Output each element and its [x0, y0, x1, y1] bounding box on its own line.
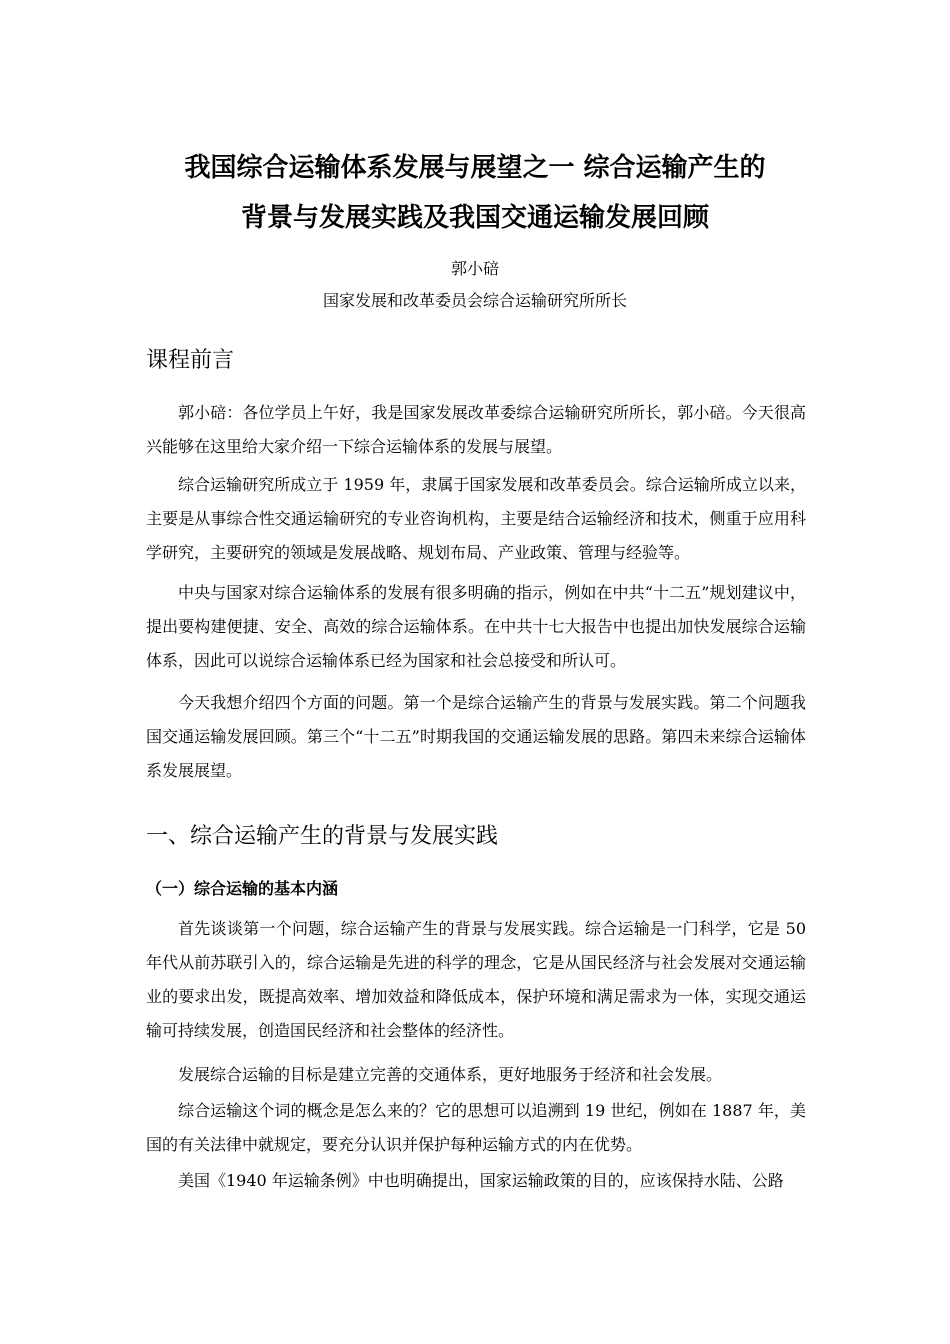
preface-paragraph-2: 综合运输研究所成立于 1959 年，隶属于国家发展和改革委员会。综合运输所成立以来，主要是从事综合性交通运输研究的专业咨询机构，主要是结合运输经济和技术，侧重于应用科学研究，主要研究的领域是发展战略、规划布局、产业政策、管理与经验等。 — [146, 475, 806, 562]
author-affiliation: 国家发展和改革委员会综合运输研究所所长 — [322, 291, 627, 310]
section-1-paragraph-4: 美国《1940 年运输条例》中也明确提出，国家运输政策的目的，应该保持水陆、公路 — [178, 1171, 784, 1190]
preface-heading: 课程前言 — [146, 348, 235, 373]
section-1-paragraph-1: 首先谈谈第一个问题，综合运输产生的背景与发展实践。综合运输是一门科学，它是 50 年代从前苏联引入的，综合运输是先进的科学的理念，它是从国民经济与社会发展对交通运输业的要求出发，既提高效率、增加效益和降低成本，保护环境和满足需求为一体，实现交通运输可持续发展，创造国民经济和社会整体的经济性。 — [146, 919, 806, 1040]
document-title-line-1: 我国综合运输体系发展与展望之一 综合运输产生的 — [184, 153, 766, 183]
document-title-line-2: 背景与发展实践及我国交通运输发展回顾 — [240, 203, 709, 233]
section-1-paragraph-2: 发展综合运输的目标是建立完善的交通体系，更好地服务于经济和社会发展。 — [178, 1065, 723, 1084]
section-1-subheading: （一）综合运输的基本内涵 — [146, 879, 339, 898]
preface-paragraph-3: 中央与国家对综合运输体系的发展有很多明确的指示，例如在中共“十二五”规划建议中，提出要构建便捷、安全、高效的综合运输体系。在中共十七大报告中也提出加快发展综合运输体系，因此可以说综合运输体系已经为国家和社会总接受和所认可。 — [146, 583, 806, 670]
section-1-heading: 一、综合运输产生的背景与发展实践 — [146, 824, 499, 849]
preface-paragraph-1: 郭小碚：各位学员上午好，我是国家发展改革委综合运输研究所所长，郭小碚。今天很高兴能够在这里给大家介绍一下综合运输体系的发展与展望。 — [146, 403, 806, 456]
preface-paragraph-4: 今天我想介绍四个方面的问题。第一个是综合运输产生的背景与发展实践。第二个问题我国交通运输发展回顾。第三个“十二五”时期我国的交通运输发展的思路。第四未来综合运输体系发展展望。 — [146, 693, 806, 780]
author-name: 郭小碚 — [450, 259, 499, 278]
section-1-paragraph-3: 综合运输这个词的概念是怎么来的？它的思想可以追溯到 19 世纪，例如在 1887 年，美国的有关法律中就规定，要充分认识并保护每种运输方式的内在优势。 — [146, 1101, 806, 1154]
